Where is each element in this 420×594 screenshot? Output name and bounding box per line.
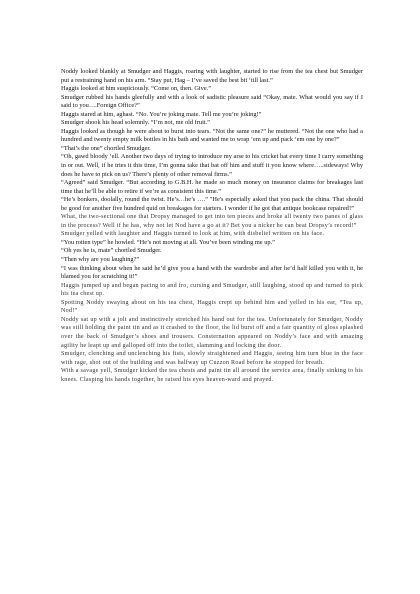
paragraph: “That’s the one” chortled Smudger. — [61, 144, 151, 152]
paragraph: Haggis jumped up and began pacing to and fro, cursing and Smudger, still laughing, stood up and turned to pick his tea chest up. — [61, 282, 363, 298]
paragraph: What, the two-sectional one that Dropsy managed to get into ten pieces and broke all twenty two panes of glass in the process? Well if he has, why not let Nod have a go at it? Bet you a nicker he can beat Dropsy’s record!” — [61, 214, 363, 229]
paragraph: “I was thinking about when he said he’d give you a hand with the wardrobe and after he’d half killed you with it, he blamed you for scratching it!” — [61, 264, 363, 281]
paragraph: “Then why are you laughing?” — [61, 256, 140, 264]
paragraph: Spotting Noddy swaying about on his tea chest, Haggis crept up behind him and yelled in his ear, “Tea up, Nod!” — [61, 299, 363, 315]
paragraph: Smudger, clenching and unclenching his fists, slowly straightened and Haggis, seeing him turn blue in the face with rage, shot out of the building and was halfway up Cuzzon Road before he stopped for breath. — [61, 351, 363, 366]
paragraph: “You rotten type” he howled. “He’s not moving at all. You’ve been winding me up.” — [61, 238, 275, 246]
paragraph: Smudger shook his head solemnly. “I’m not, me old fruit.” — [61, 119, 210, 127]
paragraph: Noddy looked blankly at Smudger and Haggis, roaring with laughter, started to rise from the tea chest but Smudger put a restraining hand on his arm. “Stay put, Hag – I’ve saved the best bit ‘till last.” — [61, 68, 363, 84]
paragraph: Smudger yelled with laughter and Haggis turned to look at him, with disbelief written on his face. — [61, 231, 325, 238]
paragraph: “He’s bonkers, doolally, round the twist. He’s…he’s ….” "He's especially asked that you pack the china. That should be good for another five hundred quid on breakages for starters. I wonder if he got that antique bookcase repaired?" — [61, 196, 363, 212]
paragraph: Haggis looked as though he were about to burst into tears. “Not the same one?” he muttered. “Not the one who had a hundred and twenty empty milk bottles in his bath and wanted me to wrap ‘em up and pack ‘em one by one?” — [61, 127, 363, 144]
paragraph: With a savage yell, Smudger kicked the tea chests and paint tin all around the service area, finally sinking to his knees. Clasping his hands together, he raised his eyes heaven-ward and prayed. — [61, 368, 363, 383]
story-text — [61, 68, 363, 384]
paragraph: Smudger rubbed his hands gleefully and with a look of sadistic pleasure said “Okay, mate. What would you say if I said to you….Foreign Office?” — [61, 93, 363, 110]
paragraph: “Agreed” said Smudger. “But according to G.B.H. he made so much money on insurance claims for breakages last time that he’ll be able to retire if we’re as consistent this time.” — [61, 179, 363, 195]
paragraph: Noddy sat up with a jolt and instinctively stretched his hand out for the tea. Unfortunately for Smudger, Noddy was still holding the paint tin and as it crashed to the floor, the lid burst off and a fair quantity of gloss splashed over the back of Smudger’s shoes and trousers. Consternation appeared on Noddy’s face and with amazing agility he leapt up and galloped off into the toilet, slamming and locking the door. — [61, 316, 363, 349]
paragraph: “Oh yes he is, mate” chortled Smudger. — [61, 247, 162, 255]
paragraph: Haggis stared at him, aghast. “No. You’re joking mate. Tell me you’re joking!” — [61, 110, 262, 118]
paragraph: “Oh, gawd bloody ‘ell. Another two days of trying to introduce my arse to his cricket bat every time I carry something in or out. Well, if he tries it this time, I’m gonna take that bat off him and stuff it you know where…..sideways! Why does he have to pick on us? There’s plenty of other removal firms.” — [61, 153, 363, 178]
paragraph: Haggis looked at him suspiciously. “Come on, then. Give.” — [61, 85, 212, 93]
